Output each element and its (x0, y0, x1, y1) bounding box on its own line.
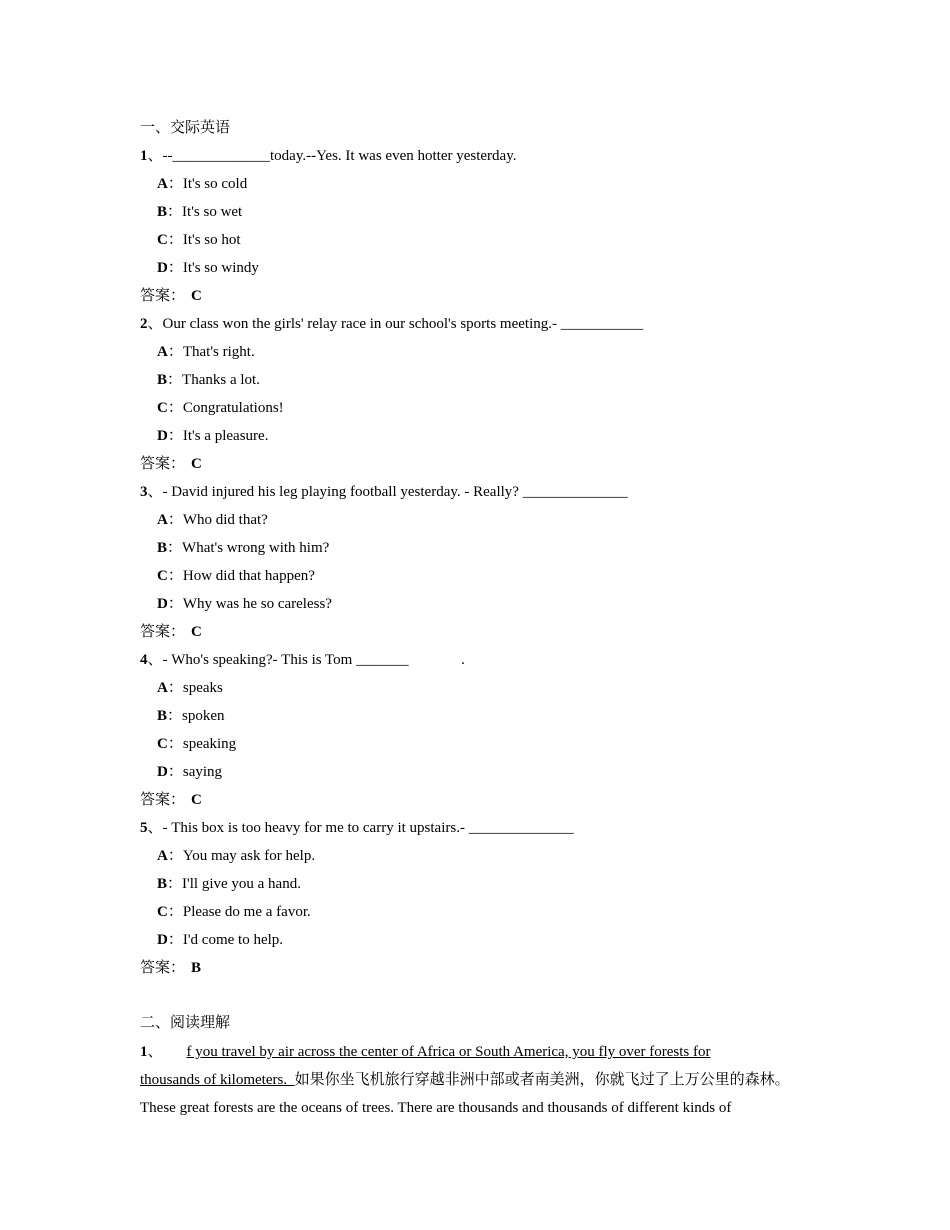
option-2d: D：It's a pleasure. (157, 428, 269, 444)
question-text: - This box is too heavy for me to carry it upstairs.- ______________ (162, 820, 574, 836)
option-1c: C：It's so hot (157, 232, 241, 248)
question-text: - David injured his leg playing football yesterday. - Really? ______________ (162, 484, 628, 500)
option-4b: B：spoken (157, 708, 225, 724)
option-3b: B：What's wrong with him? (157, 540, 330, 556)
option-4d: D：saying (157, 764, 223, 780)
question-number: 2 (140, 316, 148, 332)
option-3a: A：Who did that? (157, 512, 268, 528)
answer-2: 答案： C (140, 456, 202, 472)
option-5c: C：Please do me a favor. (157, 904, 311, 920)
option-4a: A：speaks (157, 680, 223, 696)
section-2-heading: 二、阅读理解 (140, 1015, 231, 1031)
question-number: 5 (140, 820, 148, 836)
option-5d: D：I'd come to help. (157, 932, 284, 948)
question-1: 1、--_____________today.--Yes. It was even hotter yesterday. (140, 148, 517, 164)
option-5b: B：I'll give you a hand. (157, 876, 301, 892)
option-2c: C：Congratulations! (157, 400, 284, 416)
answer-5: 答案： B (140, 960, 202, 976)
question-5: 5、- This box is too heavy for me to carry it upstairs.- ______________ (140, 820, 574, 836)
answer-4: 答案： C (140, 792, 202, 808)
answer-3: 答案： C (140, 624, 202, 640)
option-1a: A：It's so cold (157, 176, 248, 192)
question-4: 4、- Who's speaking?- This is Tom _______ . (140, 652, 465, 668)
question-3: 3、- David injured his leg playing football yesterday. - Really? ______________ (140, 484, 628, 500)
question-number: 4 (140, 652, 148, 668)
question-number: 1 (140, 148, 148, 164)
option-3d: D：Why was he so careless? (157, 596, 332, 612)
option-3c: C：How did that happen? (157, 568, 315, 584)
question-text: - Who's speaking?- This is Tom _______ . (162, 652, 465, 668)
answer-1: 答案： C (140, 288, 202, 304)
option-1d: D：It's so windy (157, 260, 259, 276)
reading-passage-line-1: 1、 f you travel by air across the center of Africa or South America, you fly over forests for (140, 1044, 711, 1060)
option-2b: B：Thanks a lot. (157, 372, 260, 388)
question-text: --_____________today.--Yes. It was even hotter yesterday. (162, 148, 517, 164)
question-text: Our class won the girls' relay race in our school's sports meeting.- ___________ (162, 316, 644, 332)
section-1-heading: 一、交际英语 (140, 120, 231, 136)
option-2a: A：That's right. (157, 344, 255, 360)
question-number: 3 (140, 484, 148, 500)
option-1b: B：It's so wet (157, 204, 243, 220)
reading-passage-line-2: thousands of kilometers. 如果你坐飞机旅行穿越非洲中部或者南美洲，你就飞过了上万公里的森林。 (140, 1072, 790, 1088)
option-4c: C：speaking (157, 736, 237, 752)
option-5a: A：You may ask for help. (157, 848, 316, 864)
reading-passage-line-3: These great forests are the oceans of trees. There are thousands and thousands of different kinds of (140, 1100, 732, 1116)
question-2: 2、Our class won the girls' relay race in our school's sports meeting.- ___________ (140, 316, 644, 332)
